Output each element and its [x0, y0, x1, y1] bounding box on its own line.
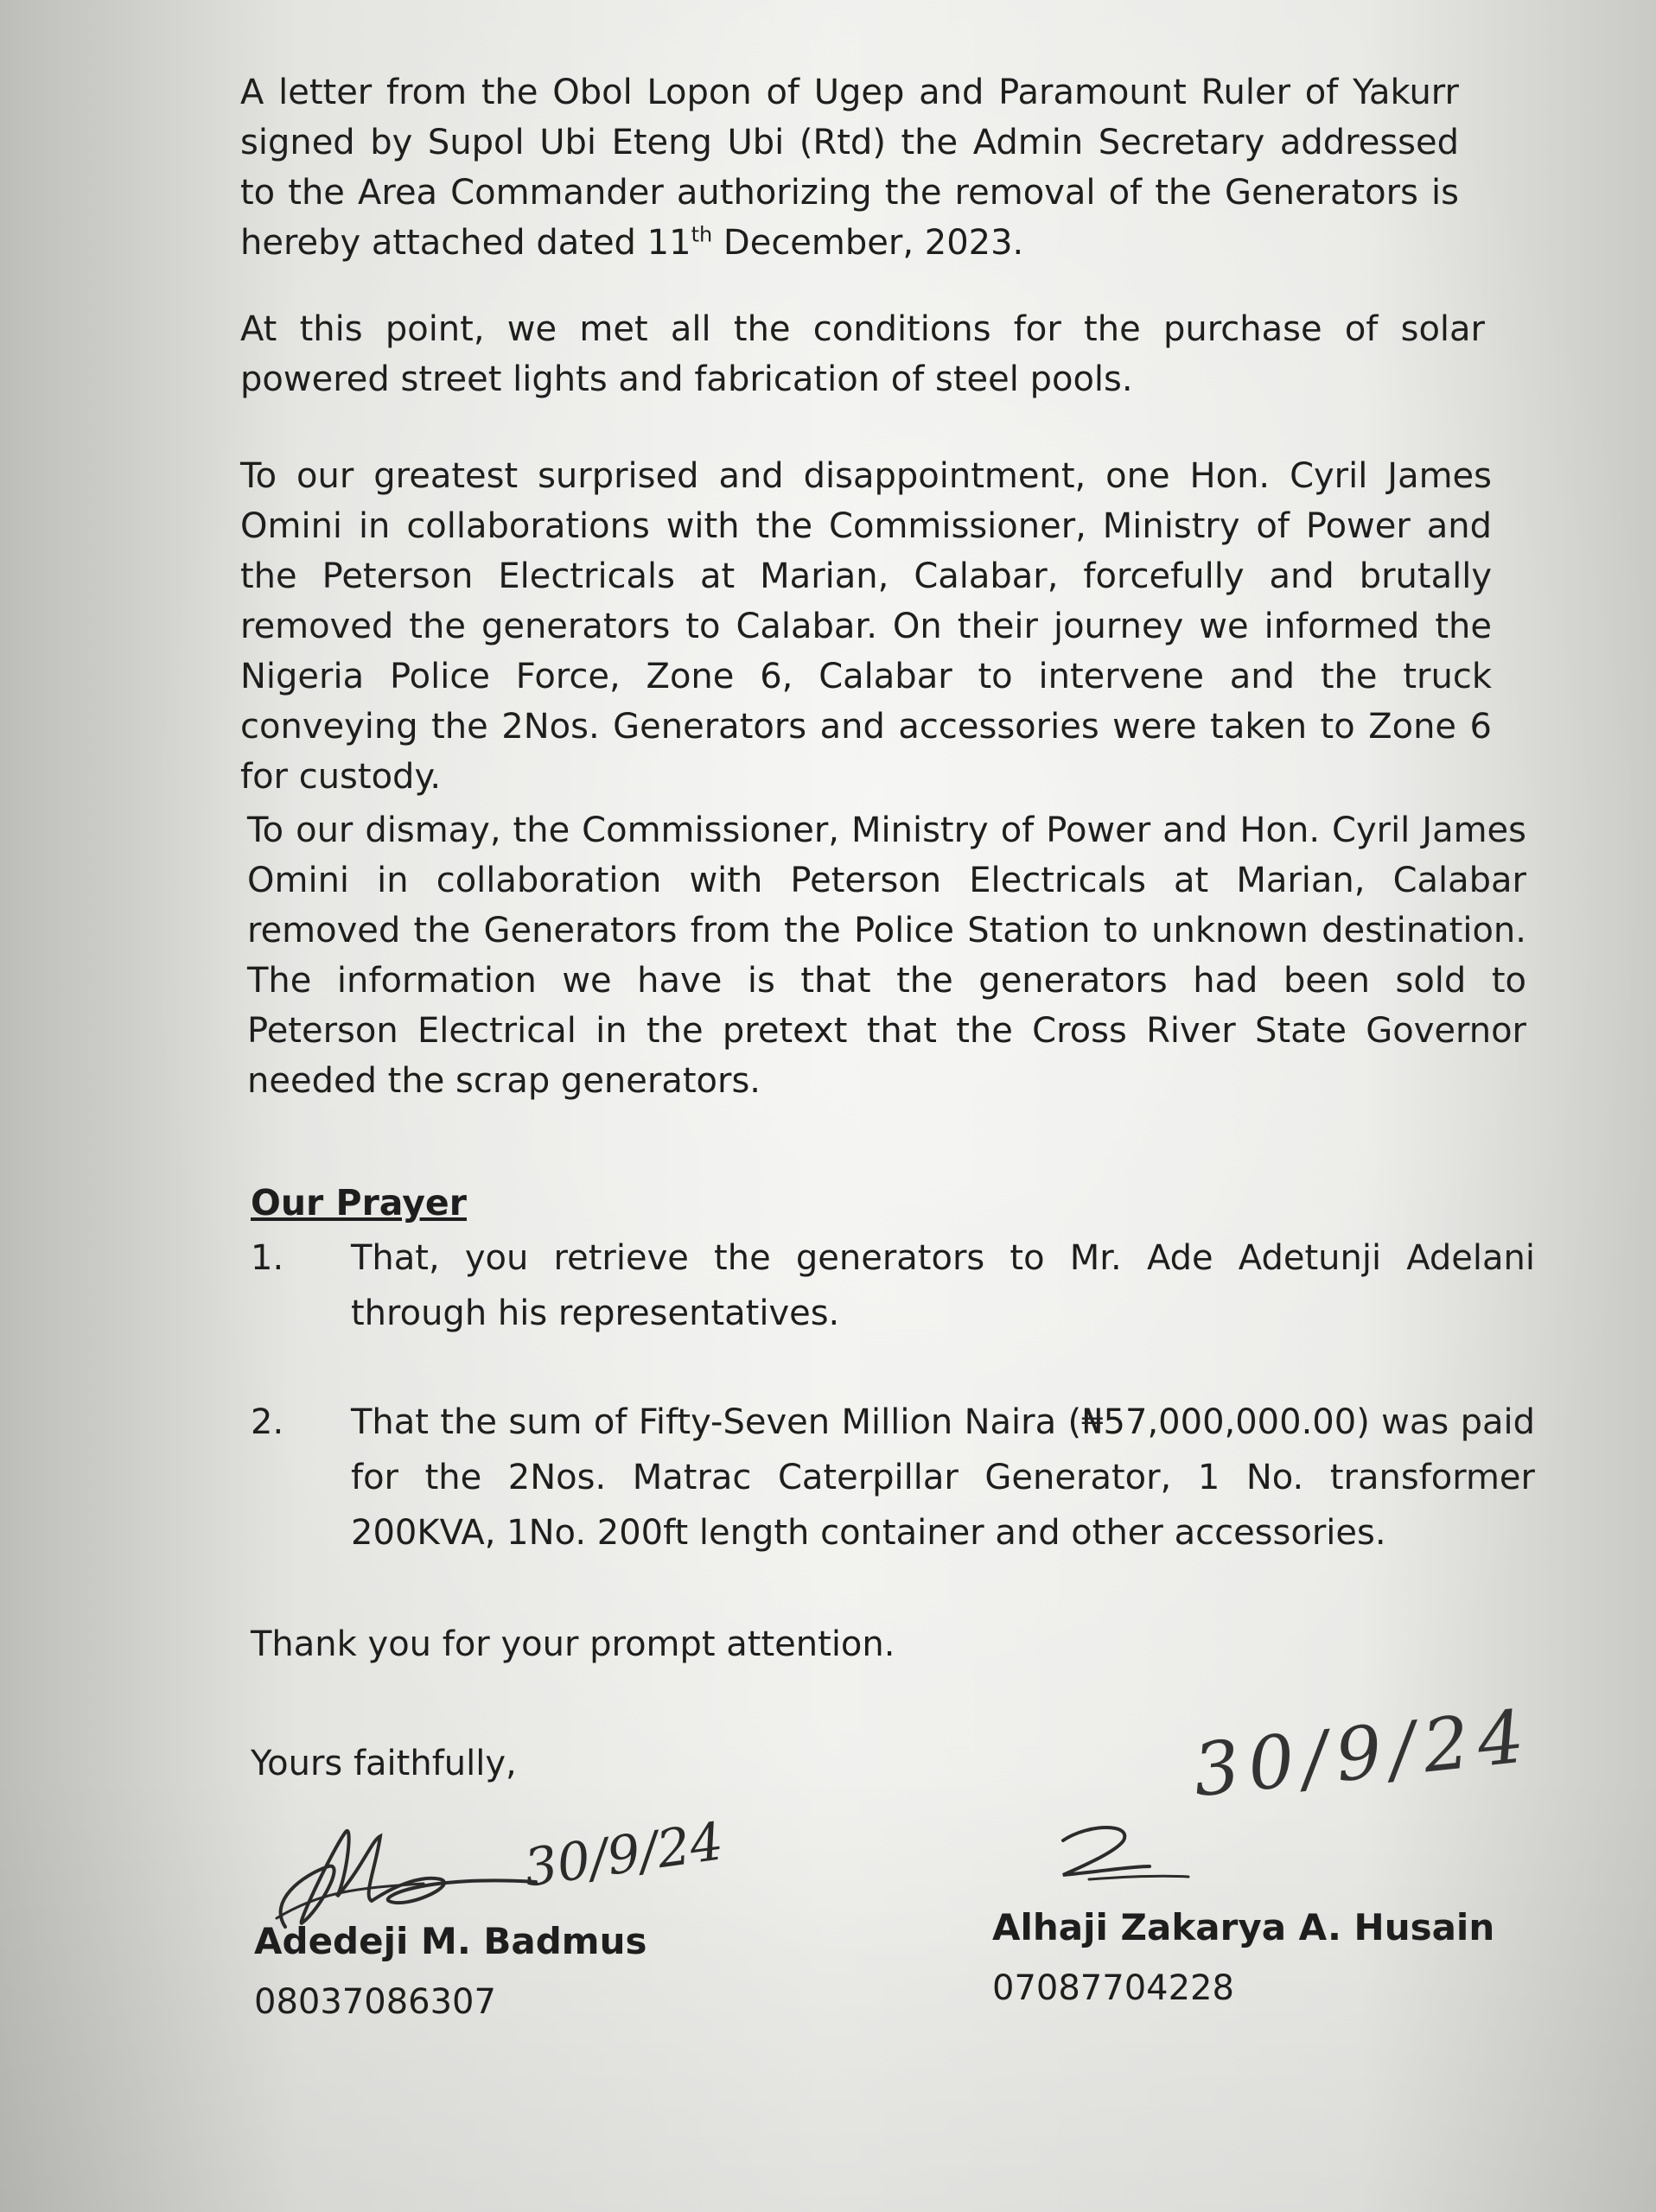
closing-line: Yours faithfully, [251, 1744, 517, 1783]
paragraph-attachment-text: A letter from the Obol Lopon of Ugep and Paramount Ruler of Yakurr signed by Supol Ubi Eteng Ubi (Rtd) the Admin Secretary addressed to the Area Commander authorizing the removal of the Generators is hereby attached dated 11 [240, 73, 1459, 263]
thanks-line: Thank you for your prompt attention. [251, 1624, 895, 1664]
signatory-name: Alhaji Zakarya A. Husain [992, 1906, 1495, 1948]
prayer-number: 2. [251, 1402, 284, 1442]
signatory-name: Adedeji M. Badmus [254, 1920, 647, 1962]
date-ordinal-suffix: th [691, 222, 713, 247]
paragraph-attachment-tail: December, 2023. [712, 223, 1024, 263]
prayer-text: That, you retrieve the generators to Mr. Ade Adetunji Adelani through his representatives. [351, 1238, 1535, 1333]
paragraph-removal: To our greatest surprised and disappointment, one Hon. Cyril James Omini in collaborations with the Commissioner, Ministry of Power and the Peterson Electricals at Marian, Calabar, forcefully and brutally removed the generators to Calabar. On their journey we informed the Nigeria Police Force, Zone 6, Calabar to intervene and the truck conveying the 2Nos. Generators and accessories were taken to Zone 6 for custody. [240, 456, 1492, 797]
prayer-heading: Our Prayer [251, 1182, 467, 1224]
signature-date-husain: 30/9/24 [1188, 1693, 1537, 1814]
signatory-phone: 07087704228 [992, 1968, 1234, 2008]
prayer-text: That the sum of Fifty-Seven Million Naira (₦57,000,000.00) was paid for the 2Nos. Matrac Caterpillar Generator, 1 No. transformer 200KVA, 1No. 200ft length container and other accessories. [351, 1402, 1535, 1553]
paragraph-conditions: At this point, we met all the conditions for the purchase of solar powered street lights and fabrication of steel pools. [240, 309, 1485, 399]
paragraph-dismay: To our dismay, the Commissioner, Ministry of Power and Hon. Cyril James Omini in collaboration with Peterson Electricals at Marian, Calabar removed the Generators from the Police Station to unknown destination. The information we have is that the generators had been sold to Peterson Electrical in the pretext that the Cross River State Governor needed the scrap generators. [247, 810, 1526, 1101]
paragraph-attachment [240, 67, 1459, 268]
signature-date-badmus: 30/9/24 [520, 1811, 728, 1899]
signatory-phone: 08037086307 [254, 1982, 496, 2022]
prayer-number: 1. [251, 1238, 284, 1278]
